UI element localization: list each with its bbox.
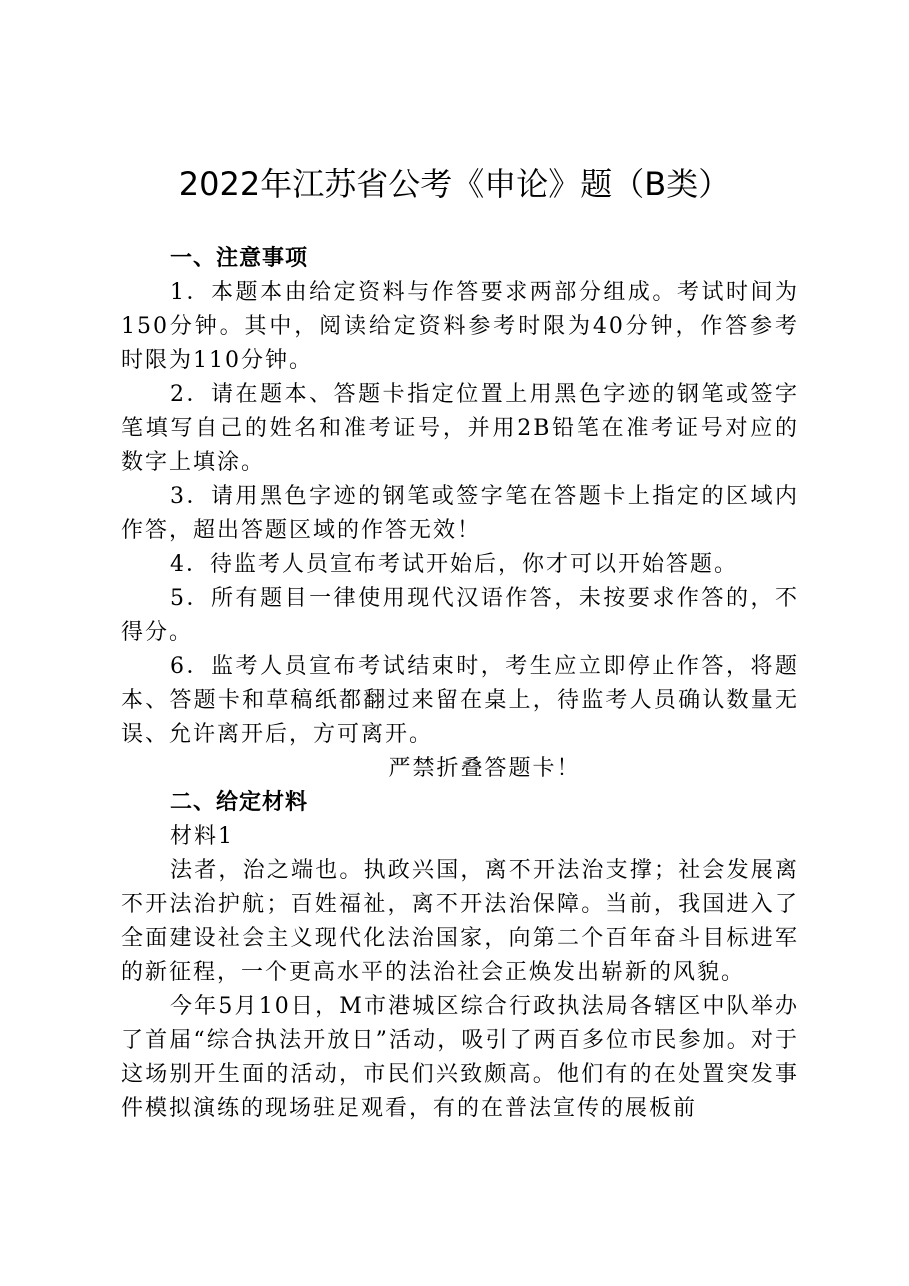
warning-line: 严禁折叠答题卡！ bbox=[388, 756, 581, 781]
note-item-4: 4．待监考人员宣布考试开始后，你才可以开始答题。 bbox=[170, 552, 738, 577]
section-heading-notes: 一、注意事项 bbox=[170, 246, 309, 271]
material-paragraph-2: 今年5月10日，M市港城区综合行政执法局各辖区中队举办了首届“综合执法开放日”活动，吸引了两百多位市民参加。对于这场别开生面的活动，市民们兴致颇高。他们有的在处置突发事件模拟演练的现场驻足观看，有的在普法宣传的展板前 bbox=[121, 994, 799, 1121]
section-heading-materials: 二、给定材料 bbox=[170, 790, 309, 815]
note-item-5: 5．所有题目一律使用现代汉语作答，未按要求作答的，不得分。 bbox=[121, 586, 799, 645]
material-paragraph-1: 法者，治之端也。执政兴国，离不开法治支撑；社会发展离不开法治护航；百姓福祉，离不开法治保障。当前，我国进入了全面建设社会主义现代化法治国家，向第二个百年奋斗目标进军的新征程，一个更高水平的法治社会正焕发出崭新的风貌。 bbox=[121, 858, 799, 985]
document-title: 2022年江苏省公考《申论》题（B类） bbox=[178, 165, 731, 203]
note-item-2: 2．请在题本、答题卡指定位置上用黑色字迹的钢笔或签字笔填写自己的姓名和准考证号，并用2B铅笔在准考证号对应的数字上填涂。 bbox=[121, 382, 799, 475]
note-item-6: 6．监考人员宣布考试结束时，考生应立即停止作答，将题本、答题卡和草稿纸都翻过来留在桌上，待监考人员确认数量无误、允许离开后，方可离开。 bbox=[121, 654, 799, 747]
note-item-3: 3．请用黑色字迹的钢笔或签字笔在答题卡上指定的区域内作答，超出答题区域的作答无效！ bbox=[121, 484, 799, 543]
document-body bbox=[121, 242, 799, 1126]
note-item-1: 1．本题本由给定资料与作答要求两部分组成。考试时间为150分钟。其中，阅读给定资料参考时限为40分钟，作答参考时限为110分钟。 bbox=[121, 280, 799, 373]
material-label: 材料1 bbox=[170, 824, 234, 849]
